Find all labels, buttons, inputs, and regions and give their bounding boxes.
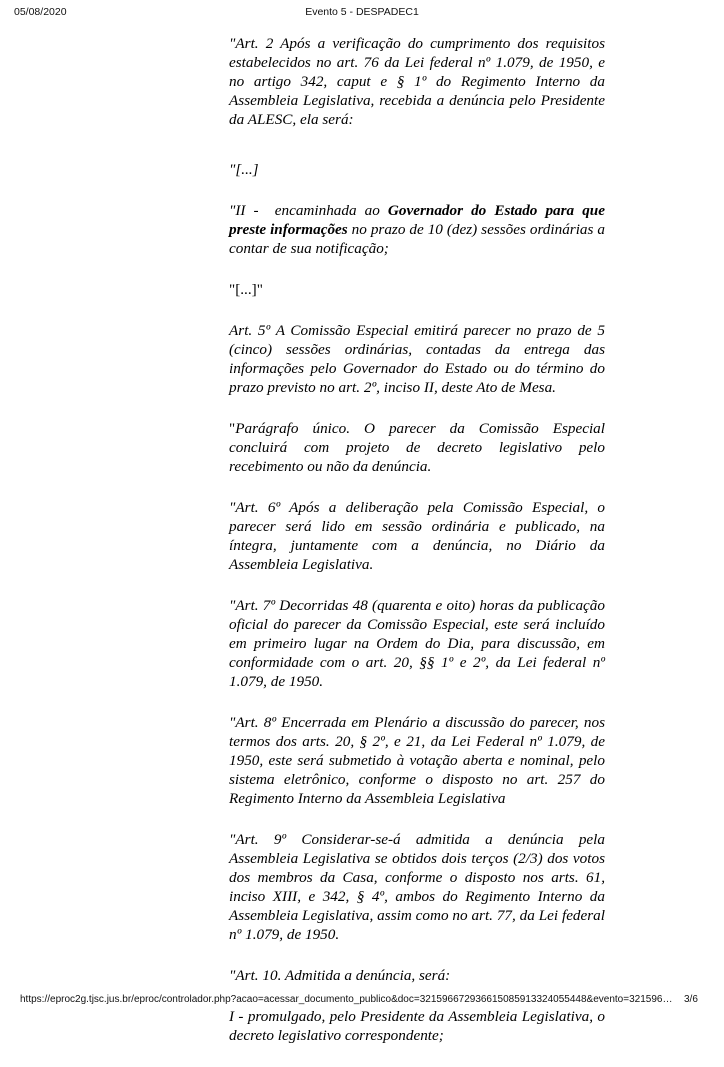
paragraph-unico-text: Parágrafo único. O parecer da Comissão Especial concluirá com projeto de decreto legislativo pelo recebimento ou não da denúncia.	[229, 420, 605, 475]
document-body	[229, 34, 605, 1067]
footer-url: https://eproc2g.tjsc.jus.br/eproc/controlador.php?acao=acessar_documento_publico&doc=321596672936615085913324055448&evento=321596…	[20, 994, 673, 1005]
paragraph-ellipsis-2: "[...]"	[229, 281, 263, 298]
inciso-ii-prefix: "II - encaminhada ao	[229, 202, 388, 219]
paragraph-art-8: "Art. 8º Encerrada em Plenário a discussão do parecer, nos termos dos arts. 20, § 2º, e 21, da Lei Federal nº 1.079, de 1950, este será submetido à votação aberta e nominal, pelo sistema eletrônico, conforme o disposto no art. 257 do Regimento Interno da Assembleia Legislativa	[229, 714, 605, 807]
paragraph-ellipsis-1: "[...]	[229, 161, 259, 178]
inciso-ii-suffix: no prazo de 10 (dez) sessões ordinárias a contar de sua notificação;	[229, 221, 605, 257]
paragraph-art-2: "Art. 2 Após a verificação do cumprimento dos requisitos estabelecidos no art. 76 da Lei federal nº 1.079, de 1950, e no artigo 342, caput e § 1º do Regimento Interno da Assembleia Legislativa, recebida a denúncia pelo Presidente da ALESC, ela será:	[229, 35, 605, 128]
paragraph-inciso-ii	[229, 201, 605, 258]
print-date: 05/08/2020	[14, 6, 67, 18]
paragraph-art-10: "Art. 10. Admitida a denúncia, será:	[229, 967, 451, 984]
paragraph-art-9: "Art. 9º Considerar-se-á admitida a denúncia pela Assembleia Legislativa se obtidos dois terços (2/3) dos votos dos membros da Casa, conforme o disposto nos arts. 61, inciso XIII, e 342, § 4º, ambos do Regimento Interno da Assembleia Legislativa, assim como no art. 77, da Lei federal nº 1.079, de 1950.	[229, 831, 605, 943]
page-number: 3/6	[684, 994, 698, 1005]
paragraph-art-7: "Art. 7º Decorridas 48 (quarenta e oito) horas da publicação oficial do parecer da Comissão Especial, este será incluído em primeiro lugar na Ordem do Dia, para discussão, em conformidade com o art. 20, §§ 1º e 2º, da Lei federal nº 1.079, de 1950.	[229, 597, 605, 690]
print-title: Evento 5 - DESPADEC1	[305, 6, 419, 18]
paragraph-unico	[229, 419, 605, 476]
inciso-ii-bold: Governador do Estado para que preste informações	[229, 202, 605, 238]
paragraph-inciso-i: I - promulgado, pelo Presidente da Assembleia Legislativa, o decreto legislativo correspondente;	[229, 1008, 605, 1044]
paragraph-art-6: "Art. 6º Após a deliberação pela Comissão Especial, o parecer será lido em sessão ordinária e publicado, na íntegra, juntamente com a denúncia, no Diário da Assembleia Legislativa.	[229, 499, 605, 573]
paragraph-unico-quote: "	[229, 420, 236, 437]
paragraph-art-5: Art. 5º A Comissão Especial emitirá parecer no prazo de 5 (cinco) sessões ordinárias, contadas da entrega das informações pelo Governador do Estado ou do término do prazo previsto no art. 2º, inciso II, deste Ato de Mesa.	[229, 322, 605, 396]
